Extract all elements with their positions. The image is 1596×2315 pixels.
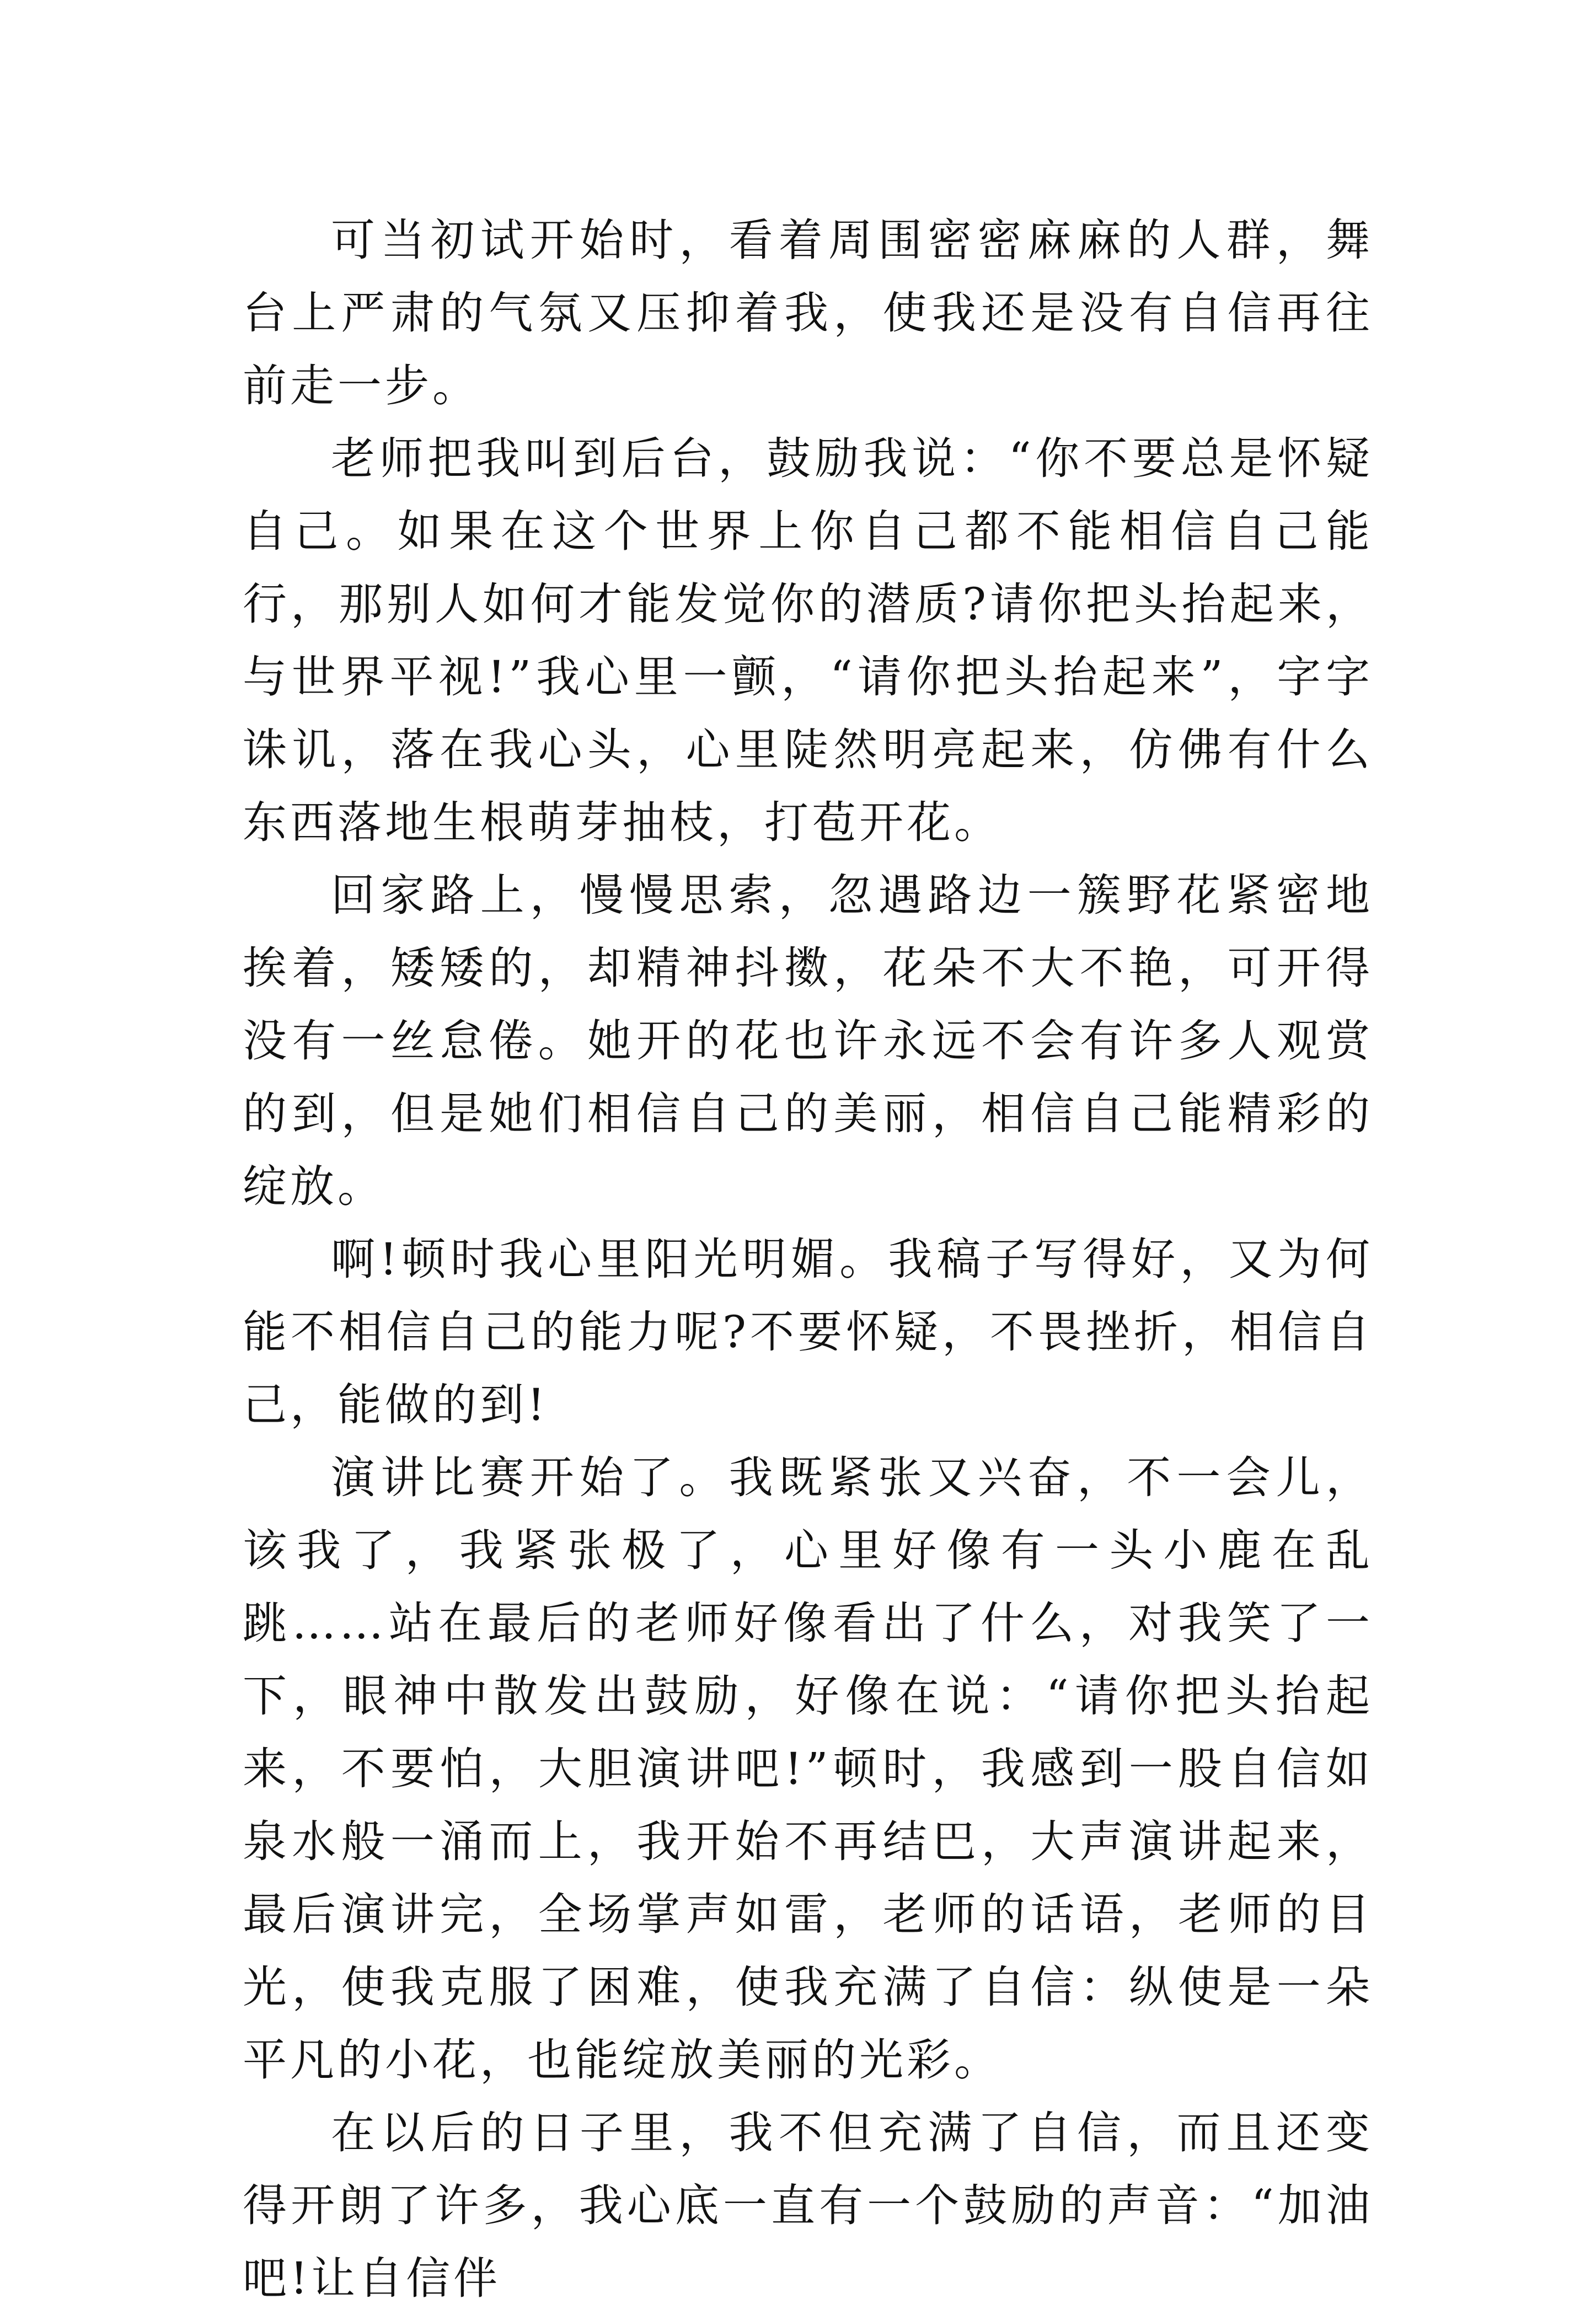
paragraph-4: 啊!顿时我心里阳光明媚。我稿子写得好，又为何能不相信自己的能力呢?不要怀疑，不畏挫折，相信自己，能做的到! [243,1234,1373,1430]
paragraph-5: 演讲比赛开始了。我既紧张又兴奋，不一会儿，该我了，我紧张极了，心里好像有一头小鹿在乱跳……站在最后的老师好像看出了什么，对我笑了一下，眼神中散发出鼓励，好像在说：“请你把头抬起来，不要怕，大胆演讲吧!”顿时，我感到一股自信如泉水般一涌而上，我开始不再结巴，大声演讲起来，最后演讲完，全场掌声如雷，老师的话语，老师的目光，使我克服了困难，使我充满了自信：纵使是一朵平凡的小花，也能绽放美丽的光彩。 [243,1452,1373,2086]
paragraph-3: 回家路上，慢慢思索，忽遇路边一簇野花紧密地挨着，矮矮的，却精神抖擞，花朵不大不艳，可开得没有一丝怠倦。她开的花也许永远不会有许多人观赏的到，但是她们相信自己的美丽，相信自己能精彩的绽放。 [243,870,1373,1212]
document-body [243,204,1373,2315]
paragraph-6: 在以后的日子里，我不但充满了自信，而且还变得开朗了许多，我心底一直有一个鼓励的声音：“加油吧!让自信伴 [243,2107,1373,2304]
paragraph-1: 可当初试开始时，看着周围密密麻麻的人群，舞台上严肃的气氛又压抑着我，使我还是没有自信再往前走一步。 [243,215,1373,411]
paragraph-2: 老师把我叫到后台，鼓励我说：“你不要总是怀疑自己。如果在这个世界上你自己都不能相信自己能行，那别人如何才能发觉你的潜质?请你把头抬起来，与世界平视!”我心里一颤，“请你把头抬起来”，字字诛讥，落在我心头，心里陡然明亮起来，仿佛有什么东西落地生根萌芽抽枝，打苞开花。 [243,433,1373,848]
